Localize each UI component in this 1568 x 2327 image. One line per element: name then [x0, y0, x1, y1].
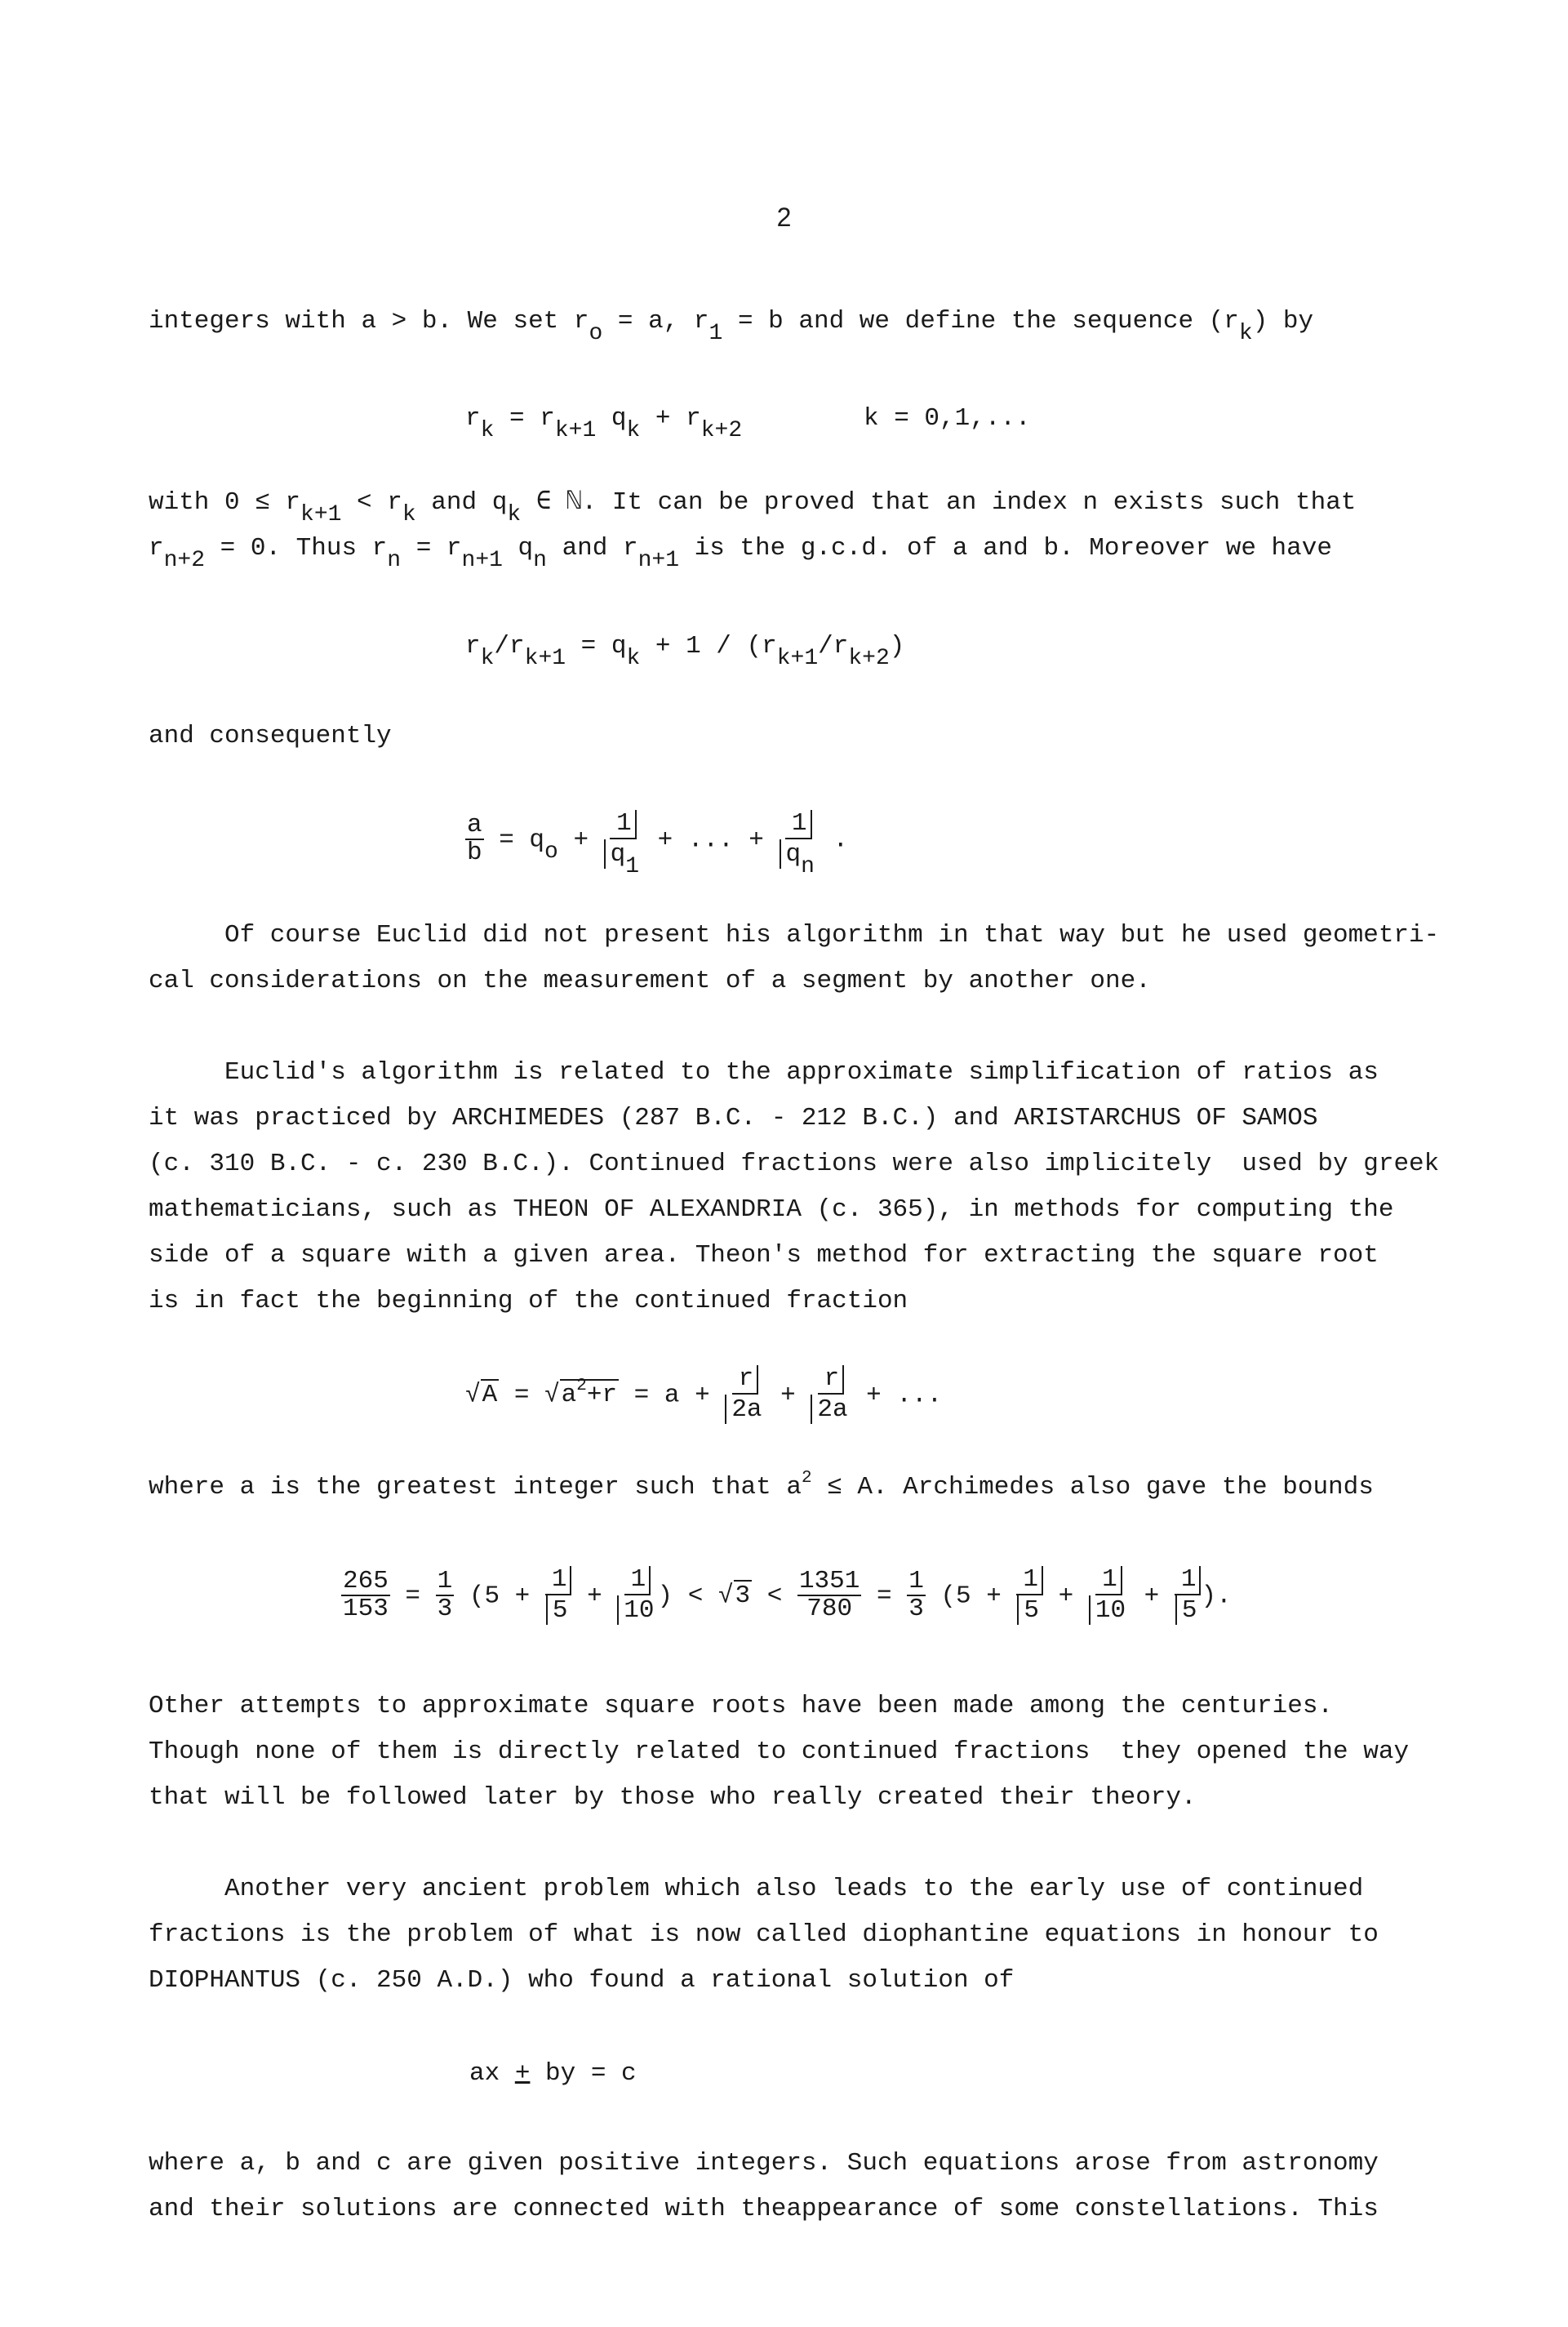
page-number: 2 — [776, 202, 792, 232]
fraction-one-third: $\frac{1}{3}$ — [437, 1566, 453, 1624]
text-line-other-attempts: Other attempts to approximate square roots have been made among the centuries. — [149, 1692, 1334, 1720]
text-line-1: integers with a > b. We set ro = a, r1 = b and we define the sequence (rk) by — [149, 307, 1314, 346]
fraction-1351-780: $\frac{1351}{780}$ — [798, 1566, 860, 1624]
partial-fraction-1-5-a: 1 5 — [545, 1566, 572, 1625]
text-line-another: Another very ancient problem which also leads to the early use of continued — [224, 1875, 1364, 1903]
partial-fraction-1: 1 q1 — [604, 810, 642, 869]
text-line-beginning: is in fact the beginning of the continued fraction — [149, 1287, 908, 1315]
text-line-consequently: and consequently — [149, 722, 392, 750]
text-line-where: where a is the greatest integer such that $a^2 \le A$. Archimedes also gave the bounds — [149, 1469, 1374, 1502]
equation-ratio: rk/rk+1 = qk + 1 / (rk+1/rk+2) — [465, 632, 905, 671]
fraction-one-third-2: $\frac{1}{3}$ — [908, 1566, 924, 1624]
partial-fraction-1-10-b: 1 10 — [1089, 1566, 1129, 1625]
partial-fraction-1-10-a: 1 10 — [617, 1566, 657, 1625]
text-line-theon: mathematicians, such as THEON OF ALEXANDRIA (c. 365), in methods for computing the — [149, 1195, 1394, 1224]
equation-range: k = 0,1,... — [864, 404, 1031, 433]
text-line-diophantus: DIOPHANTUS (c. 250 A.D.) who found a rational solution of — [149, 1966, 1015, 1995]
equation-diophantine: ax + by = c — [469, 2059, 637, 2088]
text-line-euclid: Euclid's algorithm is related to the approximate simplification of ratios as — [224, 1058, 1379, 1087]
text-line-of-course: Of course Euclid did not present his algorithm in that way but he used geometri- — [224, 921, 1440, 950]
text-line-solutions: and their solutions are connected with theappearance of some constellations. This — [149, 2195, 1379, 2223]
text-line-followed: that will be followed later by those who really created their theory. — [149, 1783, 1197, 1812]
text-line-considerations: cal considerations on the measurement of a segment by another one. — [149, 967, 1151, 995]
equation-recurrence: rk = rk+1 qk + rk+2 — [465, 404, 743, 443]
partial-fraction-r-2a-2: r 2a — [811, 1365, 851, 1424]
fraction-265-153: $\frac{265}{153}$ — [343, 1566, 389, 1624]
fraction-a-over-b: $\frac{a}{b}$ — [467, 810, 482, 868]
text-line-though: Though none of them is directly related to continued fractions they opened the way — [149, 1737, 1410, 1766]
equation-sqrt-A: $√A = √a^2+r = a$ + r 2a + r 2a + ... — [465, 1364, 943, 1425]
text-line-where-abc: where a, b and c are given positive integers. Such equations arose from astronomy — [149, 2149, 1379, 2178]
text-line-archimedes: it was practiced by ARCHIMEDES (287 B.C. - 212 B.C.) and ARISTARCHUS OF SAMOS — [149, 1104, 1318, 1132]
partial-fraction-r-2a-1: r 2a — [725, 1365, 765, 1424]
text-line-fractions: fractions is the problem of what is now called diophantine equations in honour to — [149, 1920, 1379, 1949]
equation-continued-fraction: $\frac{a}{b}$ = qo + 1 q1 + ... + 1 qn . — [467, 809, 849, 880]
text-line-dates: (c. 310 B.C. - c. 230 B.C.). Continued fractions were also implicitely used by greek — [149, 1150, 1440, 1178]
equation-archimedes-bounds: $\frac{265}{153}$ = $\frac{1}{3}$ (5 + 1 5 + 1 10 ) < √3 < $\frac{1351}{780}$ = $\frac{1}{3}$ (5 + 1 5 + 1 10 + 1 5 ). — [343, 1565, 1232, 1626]
text-line-4: rn+2 = 0. Thus rn = rn+1 qn and rn+1 is the g.c.d. of a and b. Moreover we have — [149, 534, 1332, 573]
partial-fraction-1-5-b: 1 5 — [1016, 1566, 1043, 1625]
partial-fraction-n: 1 qn — [780, 810, 818, 869]
text-line-square: side of a square with a given area. Theon's method for extracting the square root — [149, 1241, 1379, 1270]
partial-fraction-1-5-c: 1 5 — [1175, 1566, 1202, 1625]
text-line-3: with 0 ≤ rk+1 < rk and qk ∈ ℕ. It can be proved that an index n exists such that — [149, 488, 1357, 527]
